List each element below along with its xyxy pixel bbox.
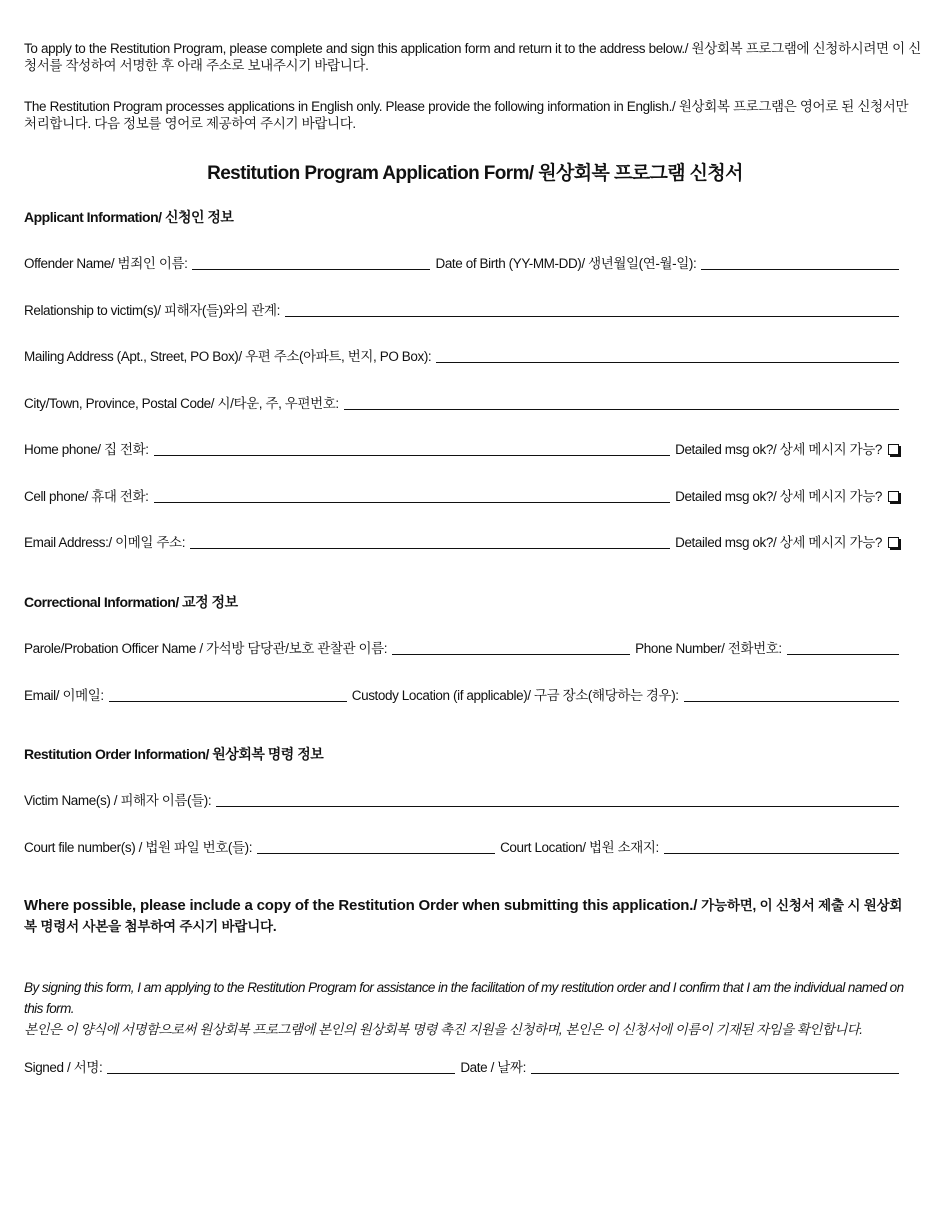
restitution-section-heading: Restitution Order Information/ 원상회복 명령 정보 — [24, 746, 324, 762]
court-file-field[interactable] — [257, 853, 495, 854]
home-phone-label: Home phone/ 집 전화: — [24, 442, 149, 457]
officer-email-field[interactable] — [109, 701, 347, 702]
officer-phone-label: Phone Number/ 전화번호: — [635, 641, 782, 656]
cell-detailed-msg-checkbox[interactable] — [888, 491, 899, 502]
relationship-label: Relationship to victim(s)/ 피해자(들)와의 관계: — [24, 303, 281, 318]
email-label: Email Address:/ 이메일 주소: — [24, 535, 186, 550]
cell-phone-label: Cell phone/ 휴대 전화: — [24, 489, 149, 504]
declaration-english: By signing this form, I am applying to the Restitution Program for assistance in the facilitation of my restitution order and I confirm that I am the individual named on this form. — [24, 980, 904, 1016]
court-row — [24, 836, 899, 858]
offender-name-field[interactable] — [192, 269, 430, 270]
offender-name-label: Offender Name/ 범죄인 이름: — [24, 256, 188, 271]
custody-location-field[interactable] — [684, 701, 899, 702]
officer-name-field[interactable] — [392, 654, 630, 655]
email-detailed-msg-label: Detailed msg ok?/ 상세 메시지 가능? — [675, 535, 882, 550]
cell-detailed-msg-label: Detailed msg ok?/ 상세 메시지 가능? — [675, 489, 882, 504]
city-field[interactable] — [344, 409, 899, 410]
offender-row — [24, 252, 899, 274]
city-row — [24, 392, 899, 414]
victim-row — [24, 789, 899, 811]
mailing-address-field[interactable] — [436, 362, 899, 363]
officer-email-row — [24, 684, 899, 706]
intro-paragraph-submit: To apply to the Restitution Program, please complete and sign this application form and return it to the address below./ 원상회복 프로그램에 신청하시려면 이 신청서를 작성하여 서명한 후 아래 주소로 보내주시기 바랍니다. — [24, 41, 921, 73]
relationship-row — [24, 299, 899, 321]
relationship-field[interactable] — [285, 316, 899, 317]
home-detailed-msg-checkbox[interactable] — [888, 444, 899, 455]
court-file-label: Court file number(s) / 법원 파일 번호(들): — [24, 840, 253, 855]
victim-names-label: Victim Name(s) / 피해자 이름(들): — [24, 793, 212, 808]
city-label: City/Town, Province, Postal Code/ 시/타운, 주, 우편번호: — [24, 396, 339, 411]
home-phone-field[interactable] — [154, 455, 670, 456]
dob-field[interactable] — [701, 269, 899, 270]
officer-email-label: Email/ 이메일: — [24, 688, 104, 703]
dob-label: Date of Birth (YY-MM-DD)/ 생년월일(연-월-일): — [435, 256, 697, 271]
email-row — [24, 531, 899, 553]
officer-name-label: Parole/Probation Officer Name / 가석방 담당관/보호 관찰관 이름: — [24, 641, 388, 656]
correctional-section-heading: Correctional Information/ 교정 정보 — [24, 594, 238, 610]
declaration-korean: 본인은 이 양식에 서명함으로써 원상회복 프로그램에 본인의 원상회복 명령 촉진 지원을 신청하며, 본인은 이 신청서에 이름이 기재된 자임을 확인합니다. — [24, 1022, 863, 1037]
cell-phone-field[interactable] — [154, 502, 671, 503]
date-field[interactable] — [531, 1073, 899, 1074]
email-field[interactable] — [190, 548, 670, 549]
home-phone-row — [24, 438, 899, 460]
intro-paragraph-english: The Restitution Program processes applications in English only. Please provide the following information in English./ 원상회복 프로그램은 영어로 된 신청서만 처리합니다. 다음 정보를 영어로 제공하여 주시기 바랍니다. — [24, 99, 909, 131]
declaration-text — [24, 977, 924, 1040]
notice-english: Where possible, please include a copy of the Restitution Order when submitting this application./ — [24, 897, 698, 914]
cell-phone-row — [24, 485, 899, 507]
restitution-order-notice — [24, 895, 914, 937]
victim-names-field[interactable] — [216, 806, 899, 807]
date-label: Date / 날짜: — [460, 1060, 526, 1075]
signature-field[interactable] — [107, 1073, 455, 1074]
email-detailed-msg-checkbox[interactable] — [888, 537, 899, 548]
signature-row — [24, 1056, 899, 1078]
officer-row — [24, 637, 899, 659]
mailing-row — [24, 345, 899, 367]
form-title: Restitution Program Application Form/ 원상회복 프로그램 신청서 — [207, 163, 743, 184]
notice-korean: 가능하면, 이 신청서 제출 시 원상회복 명령서 사본을 첨부하여 주시기 바랍니다. — [24, 898, 903, 934]
court-location-label: Court Location/ 법원 소재지: — [500, 840, 659, 855]
court-location-field[interactable] — [664, 853, 899, 854]
mailing-address-label: Mailing Address (Apt., Street, PO Box)/ 우편 주소(아파트, 번지, PO Box): — [24, 349, 432, 364]
signed-label: Signed / 서명: — [24, 1060, 103, 1075]
officer-phone-field[interactable] — [787, 654, 899, 655]
custody-location-label: Custody Location (if applicable)/ 구금 장소(해당하는 경우): — [351, 688, 679, 703]
home-detailed-msg-label: Detailed msg ok?/ 상세 메시지 가능? — [675, 442, 882, 457]
applicant-section-heading: Applicant Information/ 신청인 정보 — [24, 209, 234, 225]
